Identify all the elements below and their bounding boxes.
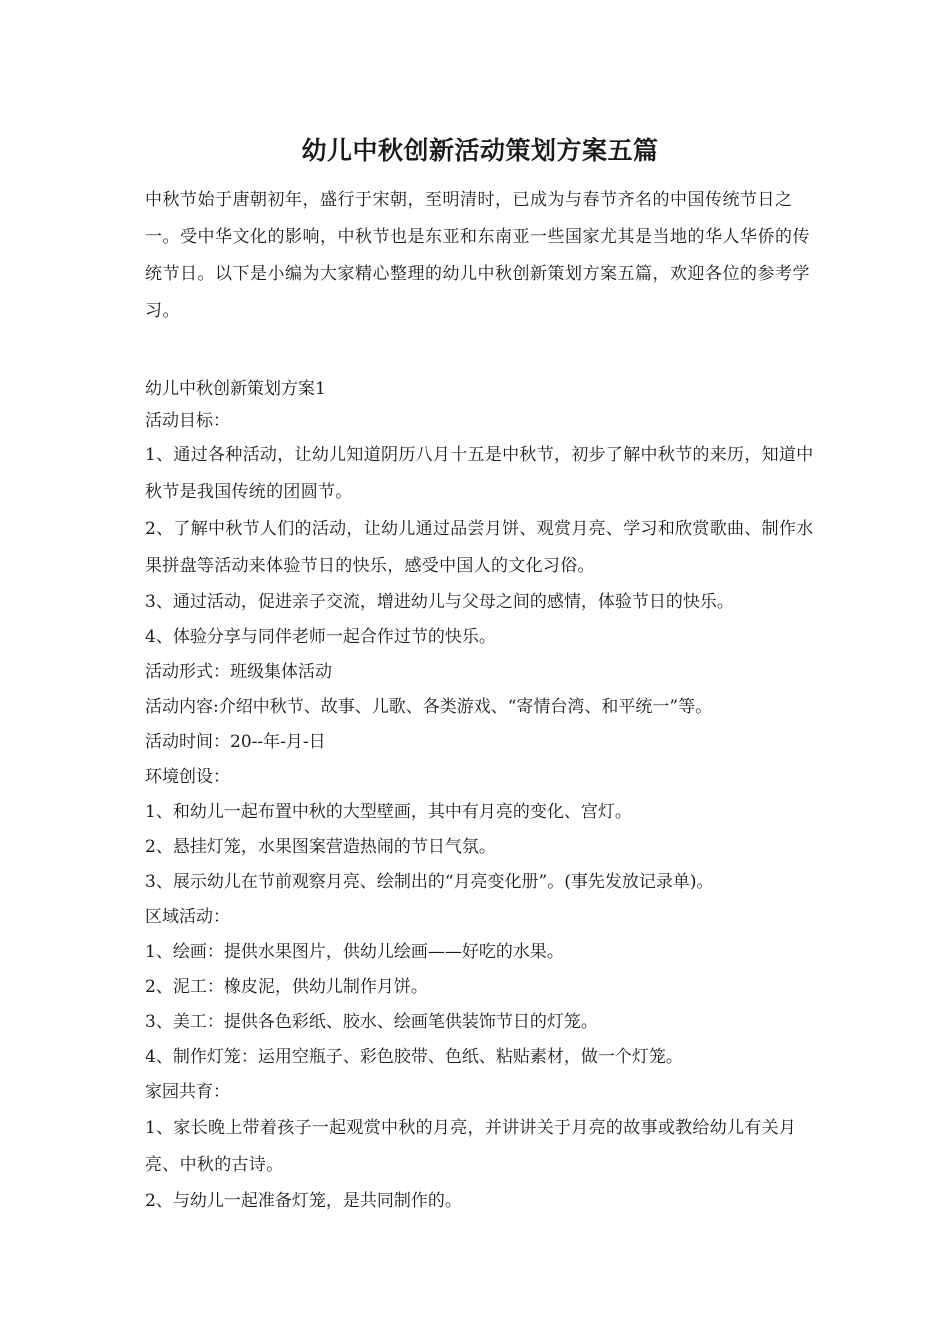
document-title: 幼儿中秋创新活动策划方案五篇 [301, 136, 659, 165]
area-item-2: 2、泥工：橡皮泥，供幼儿制作月饼。 [145, 977, 428, 997]
goal-item-2: 2、了解中秋节人们的活动，让幼儿通过品尝月饼、观赏月亮、学习和欣赏歌曲、制作水果拼盘等活动来体验节日的快乐，感受中国人的文化习俗。 [145, 519, 814, 576]
home-label: 家园共育： [145, 1082, 230, 1102]
activity-time: 活动时间：20--年-月-日 [145, 732, 326, 752]
activity-form: 活动形式：班级集体活动 [145, 662, 332, 682]
goal-item-3: 3、通过活动，促进亲子交流，增进幼儿与父母之间的感情，体验节日的快乐。 [145, 592, 734, 612]
section-heading: 幼儿中秋创新策划方案1 [145, 379, 326, 399]
env-item-3: 3、展示幼儿在节前观察月亮、绘制出的“月亮变化册”。(事先发放记录单)。 [145, 872, 714, 892]
home-item-1: 1、家长晚上带着孩子一起观赏中秋的月亮，并讲讲关于月亮的故事或教给幼儿有关月亮、中秋的古诗。 [145, 1118, 797, 1175]
home-item-2: 2、与幼儿一起准备灯笼，是共同制作的。 [145, 1191, 462, 1211]
activity-content: 活动内容:介绍中秋节、故事、儿歌、各类游戏、“寄情台湾、和平统一”等。 [145, 697, 713, 717]
document-page [145, 128, 815, 1219]
goal-item-1: 1、通过各种活动，让幼儿知道阴历八月十五是中秋节，初步了解中秋节的来历，知道中秋节是我国传统的团圆节。 [145, 445, 814, 502]
goal-item-4: 4、体验分享与同伴老师一起合作过节的快乐。 [145, 627, 496, 647]
area-item-3: 3、美工：提供各色彩纸、胶水、绘画笔供装饰节日的灯笼。 [145, 1012, 598, 1032]
section-spacer [145, 330, 815, 373]
env-item-1: 1、和幼儿一起布置中秋的大型壁画，其中有月亮的变化、宫灯。 [145, 802, 632, 822]
area-item-1: 1、绘画：提供水果图片，供幼儿绘画——好吃的水果。 [145, 942, 564, 962]
goals-label: 活动目标： [145, 411, 230, 431]
env-label: 环境创设： [145, 767, 230, 787]
intro-paragraph: 中秋节始于唐朝初年，盛行于宋朝，至明清时，已成为与春节齐名的中国传统节日之一。受中华文化的影响，中秋节也是东亚和东南亚一些国家尤其是当地的华人华侨的传统节日。以下是小编为大家精心整理的幼儿中秋创新策划方案五篇，欢迎各位的参考学习。 [145, 190, 810, 321]
area-label: 区域活动： [145, 907, 230, 927]
area-item-4: 4、制作灯笼：运用空瓶子、彩色胶带、色纸、粘贴素材，做一个灯笼。 [145, 1047, 683, 1067]
env-item-2: 2、悬挂灯笼，水果图案营造热闹的节日气氛。 [145, 837, 496, 857]
